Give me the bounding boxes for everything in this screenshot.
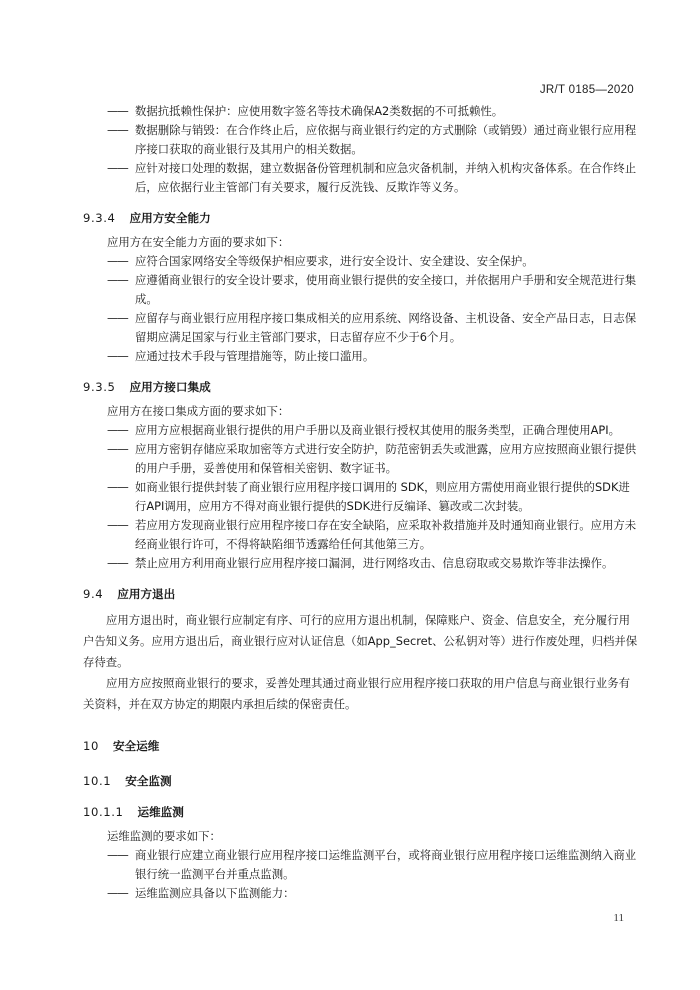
section-heading-10-1 (83, 772, 638, 791)
list-item-text: 应符合国家网络安全等级保护相应要求，进行安全设计、安全建设、安全保护。 (135, 254, 534, 268)
list-dash: —— (107, 123, 128, 137)
list-item-text: 应通过技术手段与管理措施等，防止接口滥用。 (135, 349, 375, 363)
list-item (83, 421, 638, 440)
section-number: 10.1.1 (83, 805, 124, 819)
list-item-text: 应留存与商业银行应用程序接口集成相关的应用系统、网络设备、主机设备、安全产品日志，日志保留期应满足国家与行业主管部门要求，日志留存应不少于6个月。 (135, 311, 637, 344)
list-item-text: 商业银行应建立商业银行应用程序接口运维监测平台，或将商业银行应用程序接口运维监测纳入商业银行统一监测平台并重点监测。 (135, 848, 637, 881)
list-item-text: 应针对接口处理的数据，建立数据备份管理机制和应急灾备机制，并纳入机构灾备体系。在合作终止后，应依据行业主管部门有关要求，履行反洗钱、反欺诈等义务。 (135, 161, 637, 194)
list-dash: —— (107, 556, 128, 570)
section-number: 9.4 (83, 587, 104, 601)
section-number: 10.1 (83, 774, 112, 788)
list-dash: —— (107, 480, 128, 494)
chapter-heading-10 (83, 737, 638, 756)
list-dash: —— (107, 848, 128, 862)
list-item-text: 数据抗抵赖性保护：应使用数字签名等技术确保A2类数据的不可抵赖性。 (135, 104, 504, 118)
data-protection-list (83, 102, 638, 197)
list-item (83, 440, 638, 478)
list-dash: —— (107, 254, 128, 268)
list-dash: —— (107, 104, 128, 118)
section-title: 应用方安全能力 (129, 211, 211, 225)
list-item (83, 271, 638, 309)
list-item-text: 禁止应用方利用商业银行应用程序接口漏洞，进行网络攻击、信息窃取或交易欺诈等非法操作。 (135, 556, 614, 570)
list-dash: —— (107, 423, 128, 437)
list-dash: —— (107, 273, 128, 287)
section-heading-9-3-5 (83, 378, 638, 397)
list-item (83, 478, 638, 516)
section-number: 9.3.5 (83, 380, 116, 394)
page-number: 11 (613, 912, 624, 924)
list-item-text: 数据删除与销毁：在合作终止后，应依据与商业银行约定的方式删除（或销毁）通过商业银行应用程序接口获取的商业银行及其用户的相关数据。 (135, 123, 637, 156)
list-dash: —— (107, 161, 128, 175)
section-heading-10-1-1 (83, 803, 638, 822)
list-dash: —— (107, 349, 128, 363)
list-item (83, 516, 638, 554)
section-title: 应用方退出 (117, 587, 176, 601)
list-item-text: 应用方应根据商业银行提供的用户手册以及商业银行授权其使用的服务类型，正确合理使用API。 (135, 423, 621, 437)
list-item (83, 121, 638, 159)
section-intro: 应用方在接口集成方面的要求如下： (107, 404, 290, 418)
list-item (83, 252, 638, 271)
section-title: 安全监测 (125, 774, 172, 788)
list-item (83, 102, 638, 121)
page-content (83, 102, 638, 903)
list-item-text: 应用方密钥存储应采取加密等方式进行安全防护，防范密钥丢失或泄露，应用方应按照商业银行提供的用户手册，妥善使用和保管相关密钥、数字证书。 (135, 442, 637, 475)
section-number: 10 (83, 739, 99, 753)
section-number: 9.3.4 (83, 211, 116, 225)
list-item-text: 应遵循商业银行的安全设计要求，使用商业银行提供的安全接口，并依据用户手册和安全规范进行集成。 (135, 273, 637, 306)
body-paragraph: 应用方退出时，商业银行应制定有序、可行的应用方退出机制，保障账户、资金、信息安全，充分履行用户告知义务。应用方退出后，商业银行应对认证信息（如App_Secret、公私钥对等）进行作废处理，归档并保存待查。 (83, 613, 638, 669)
section-title: 安全运维 (112, 739, 160, 753)
list-dash: —— (107, 442, 128, 456)
list-item (83, 159, 638, 197)
list-item (83, 309, 638, 347)
list-item-text: 运维监测应具备以下监测能力： (135, 886, 295, 900)
body-paragraph: 应用方应按照商业银行的要求，妥善处理其通过商业银行应用程序接口获取的用户信息与商业银行业务有关资料，并在双方协定的期限内承担后续的保密责任。 (83, 676, 630, 711)
list-dash: —— (107, 311, 128, 325)
list-item-text: 若应用方发现商业银行应用程序接口存在安全缺陷，应采取补救措施并及时通知商业银行。应用方未经商业银行许可，不得将缺陷细节透露给任何其他第三方。 (135, 518, 637, 551)
list-item (83, 554, 638, 573)
list-item (83, 884, 638, 903)
list-item (83, 846, 638, 884)
section-intro: 应用方在安全能力方面的要求如下： (107, 235, 290, 249)
section-heading-9-4 (83, 585, 638, 604)
list-dash: —— (107, 886, 128, 900)
section-title: 运维监测 (137, 805, 184, 819)
doc-code-header: JR/T 0185—2020 (539, 84, 634, 96)
list-item-text: 如商业银行提供封装了商业银行应用程序接口调用的 SDK，则应用方需使用商业银行提供的SDK进行API调用，应用方不得对商业银行提供的SDK进行反编译、篡改或二次封装。 (135, 480, 630, 513)
list-item (83, 347, 638, 366)
section-intro: 运维监测的要求如下： (107, 829, 221, 843)
section-heading-9-3-4 (83, 209, 638, 228)
section-title: 应用方接口集成 (129, 380, 211, 394)
list-dash: —— (107, 518, 128, 532)
